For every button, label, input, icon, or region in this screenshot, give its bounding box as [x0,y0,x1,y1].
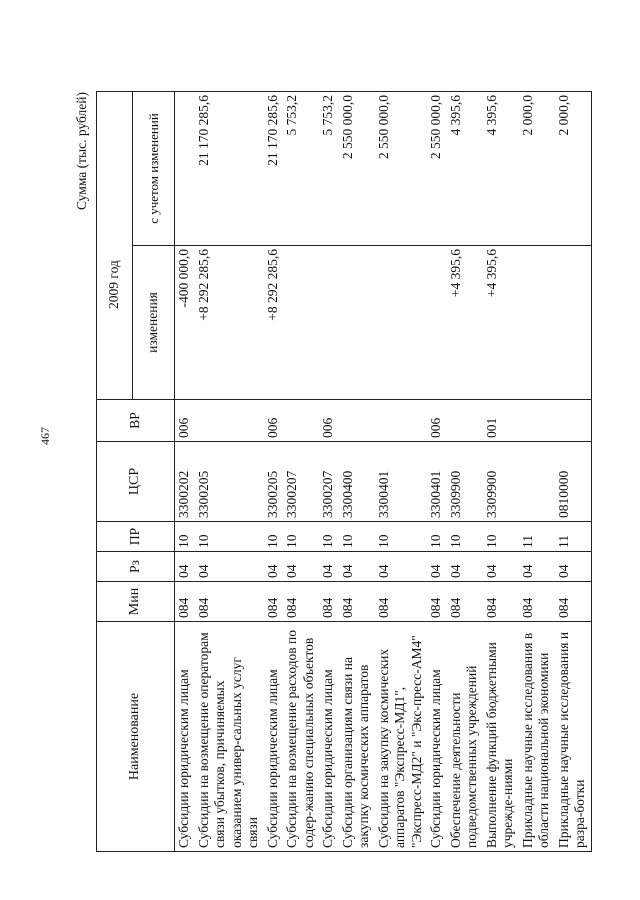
table-row [519,92,555,852]
row-name: Прикладные научные исследования и разра-ботки [555,622,592,852]
row-vr [555,400,592,442]
row-min: 084 [283,582,319,622]
row-vr: 006 [427,400,447,442]
row-change [283,246,319,400]
budget-table-page [74,92,608,852]
header-min: Мин [97,582,175,622]
row-rz: 04 [175,552,195,582]
row-name: Субсидии юридическим лицам [319,622,339,852]
row-name: Субсидии на возмещение расходов по содер-жанию специальных объектов [283,622,319,852]
row-total: 2 000,0 [555,92,592,246]
page-number: 467 [38,427,52,445]
row-change: +8 292 285,6 [195,246,264,400]
row-name: Субсидии на закупку космических аппаратов "Экспресс-МД1", "Экспресс-МД2" и "Экс-пресс-АМ4" [375,622,428,852]
row-min: 084 [555,582,592,622]
row-change [319,246,339,400]
row-pr: 10 [283,522,319,552]
row-min: 084 [339,582,375,622]
row-name: Выполнение функций бюджетными учрежде-ниями [483,622,519,852]
row-total: 5 753,2 [319,92,339,246]
table-row [483,92,519,852]
row-total: 2 000,0 [519,92,555,246]
row-change [339,246,375,400]
row-rz: 04 [555,552,592,582]
row-change [427,246,447,400]
row-csr: 3300207 [283,442,319,522]
header-name: Наименование [97,622,175,852]
row-pr: 10 [175,522,195,552]
table-row [339,92,375,852]
row-total: 4 395,6 [447,92,483,246]
row-min: 084 [447,582,483,622]
header-vr: ВР [97,400,175,442]
row-change [555,246,592,400]
header-pr: ПР [97,522,175,552]
row-vr [283,400,319,442]
row-csr: 3300401 [427,442,447,522]
row-pr: 10 [195,522,264,552]
header-changes: изменения [133,246,175,400]
row-csr: 3300400 [339,442,375,522]
row-total: 2 550 000,0 [339,92,375,246]
row-rz: 04 [319,552,339,582]
row-total: 2 550 000,0 [427,92,447,246]
row-pr: 10 [427,522,447,552]
row-pr: 10 [319,522,339,552]
row-total [175,92,195,246]
row-min: 084 [319,582,339,622]
table-row [447,92,483,852]
table-row [283,92,319,852]
row-name: Субсидии юридическим лицам [427,622,447,852]
table-row [555,92,592,852]
row-rz: 04 [195,552,264,582]
row-csr: 3300401 [375,442,428,522]
row-total: 21 170 285,6 [195,92,264,246]
row-csr: 3300207 [319,442,339,522]
row-vr [195,400,264,442]
header-csr: ЦСР [97,442,175,522]
row-vr: 006 [264,400,284,442]
row-csr: 3309900 [447,442,483,522]
row-csr: 3309900 [483,442,519,522]
row-name: Субсидии на возмещение операторам связи убытков, причиняемых оказанием универ-сальных услуг связи [195,622,264,852]
budget-table [96,91,592,852]
row-min: 084 [195,582,264,622]
row-rz: 04 [375,552,428,582]
row-min: 084 [519,582,555,622]
row-total: 4 395,6 [483,92,519,246]
row-name: Субсидии организациям связи на закупку космических аппаратов [339,622,375,852]
table-row [319,92,339,852]
row-csr: 0810000 [555,442,592,522]
row-vr [375,400,428,442]
row-name: Субсидии юридическим лицам [175,622,195,852]
row-change [519,246,555,400]
row-rz: 04 [483,552,519,582]
row-change: -400 000,0 [175,246,195,400]
row-total: 5 753,2 [283,92,319,246]
row-pr: 11 [555,522,592,552]
row-rz: 04 [339,552,375,582]
row-vr: 006 [175,400,195,442]
row-min: 084 [175,582,195,622]
row-change: +4 395,6 [447,246,483,400]
header-with-changes: с учетом изменений [133,92,175,246]
row-csr: 3300205 [264,442,284,522]
row-min: 084 [264,582,284,622]
header-year: 2009 год [97,92,133,400]
row-rz: 04 [447,552,483,582]
table-row [264,92,284,852]
row-pr: 10 [483,522,519,552]
row-name: Прикладные научные исследования в области национальной экономики [519,622,555,852]
table-row [375,92,428,852]
row-vr [519,400,555,442]
row-pr: 10 [264,522,284,552]
row-pr: 10 [375,522,428,552]
row-vr: 001 [483,400,519,442]
table-row [427,92,447,852]
table-row [175,92,195,852]
row-rz: 04 [283,552,319,582]
row-change: +4 395,6 [483,246,519,400]
row-change [375,246,428,400]
row-vr [447,400,483,442]
unit-label: Сумма (тыс. рублей) [74,92,89,210]
row-rz: 04 [264,552,284,582]
row-pr: 11 [519,522,555,552]
row-change: +8 292 285,6 [264,246,284,400]
table-row [195,92,264,852]
row-csr [519,442,555,522]
row-vr: 006 [319,400,339,442]
row-vr [339,400,375,442]
row-min: 084 [375,582,428,622]
row-name: Субсидии юридическим лицам [264,622,284,852]
row-rz: 04 [519,552,555,582]
row-pr: 10 [447,522,483,552]
row-name: Обеспечение деятельности подведомственных учреждений [447,622,483,852]
row-total: 21 170 285,6 [264,92,284,246]
row-min: 084 [483,582,519,622]
row-total: 2 550 000,0 [375,92,428,246]
row-csr: 3300202 [175,442,195,522]
row-pr: 10 [339,522,375,552]
header-rz: Рз [97,552,175,582]
row-rz: 04 [427,552,447,582]
row-csr: 3300205 [195,442,264,522]
row-min: 084 [427,582,447,622]
